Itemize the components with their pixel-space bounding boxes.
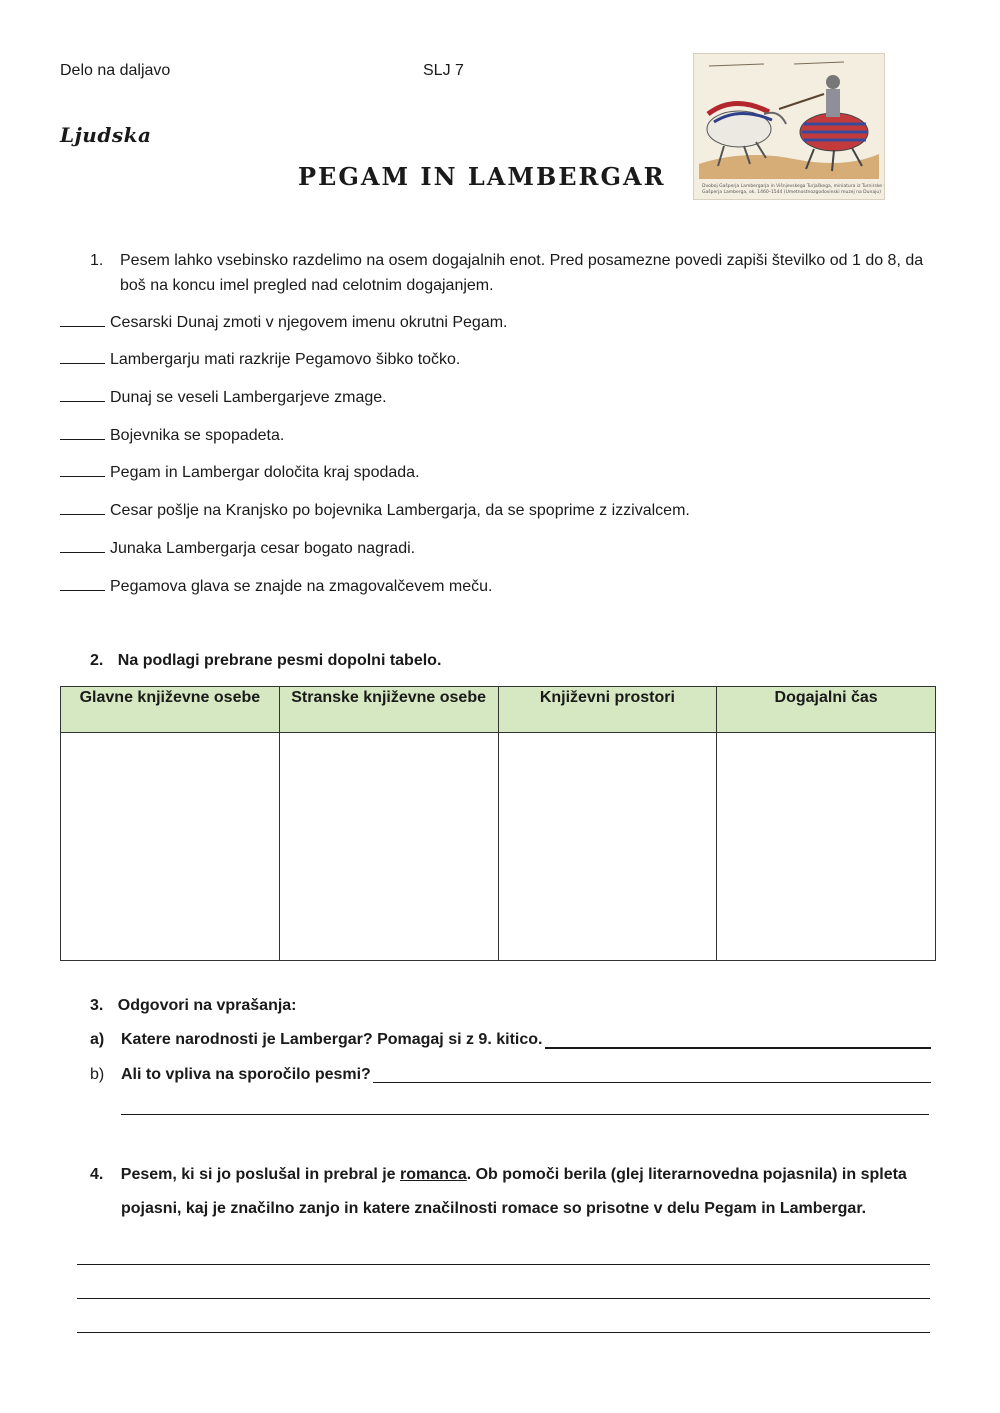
question-1-number: 1.	[90, 252, 104, 269]
answer-blank[interactable]	[60, 312, 105, 327]
knights-illustration-image	[694, 54, 884, 199]
list-item: Junaka Lambergarja cesar bogato nagradi.	[60, 538, 415, 558]
question-3a-text: Katere narodnosti je Lambergar? Pomagaj si z 9. kitico.	[121, 1031, 543, 1048]
answer-line-4-1[interactable]	[77, 1264, 930, 1265]
question-3-number: 3.	[90, 997, 104, 1014]
list-item: Cesar pošlje na Kranjsko po bojevnika Lambergarja, da se spoprime z izzivalcem.	[60, 500, 690, 520]
question-2	[90, 652, 441, 670]
list-item: Cesarski Dunaj zmoti v njegovem imenu okrutni Pegam.	[60, 312, 508, 332]
answer-line-4-2[interactable]	[77, 1298, 930, 1299]
question-3	[90, 997, 297, 1015]
answer-blank[interactable]	[60, 349, 105, 364]
question-2-number: 2.	[90, 652, 104, 669]
column-header-side-characters: Stranske književne osebe	[279, 687, 498, 733]
question-3b-label: b)	[90, 1066, 105, 1083]
column-header-main-characters: Glavne književne osebe	[61, 687, 280, 733]
page-title: PEGAM IN LAMBERGAR	[298, 162, 666, 191]
genre-label: Ljudska	[60, 123, 152, 147]
question-4-number: 4.	[90, 1166, 104, 1183]
table-header-row	[61, 687, 936, 733]
list-item: Lambergarju mati razkrije Pegamovo šibko točko.	[60, 349, 460, 369]
answer-blank[interactable]	[60, 538, 105, 553]
question-4-line2: pojasni, kaj je značilno zanjo in katere značilnosti romace so prisotne v delu Pegam in Lambergar.	[121, 1200, 867, 1217]
header-left: Delo na daljavo	[60, 62, 171, 79]
table-cell-main-characters[interactable]	[61, 733, 280, 961]
table-cell-side-characters[interactable]	[279, 733, 498, 961]
svg-text:Dvoboj Gašperja Lambergarja in: Dvoboj Gašperja Lambergarja in Višnjevskega Turjaškega, miniatura iz Turnirske knjige	[702, 184, 884, 189]
question-1-text: Pesem lahko vsebinsko razdelimo na osem dogajalnih enot. Pred posamezne povedi zapiši številko od 1 do 8, da boš na koncu imel pregled nad celotnim dogajanjem.	[120, 252, 924, 294]
illustration	[693, 53, 885, 200]
table-cell-time[interactable]	[717, 733, 936, 961]
question-2-text: Na podlagi prebrane pesmi dopolni tabelo.	[117, 652, 442, 669]
answer-table	[60, 686, 936, 961]
keyword-romanca: romanca	[400, 1166, 467, 1183]
list-item: Pegam in Lambergar določita kraj spodada.	[60, 462, 420, 482]
answer-line-3a[interactable]	[545, 1047, 931, 1049]
question-3b-text: Ali to vpliva na sporočilo pesmi?	[121, 1066, 371, 1083]
question-3-text: Odgovori na vprašanja:	[117, 997, 297, 1014]
svg-text:Gašperja Lamberga, ok. 1460–15: Gašperja Lamberga, ok. 1460–1544 (Umetnostnozgodovinski muzej na Dunaju)	[702, 190, 881, 195]
answer-blank[interactable]	[60, 387, 105, 402]
header-subject: SLJ 7	[423, 62, 464, 79]
table-row	[61, 733, 936, 961]
answer-line-4-3[interactable]	[77, 1332, 930, 1333]
answer-line-3b-2[interactable]	[121, 1114, 929, 1115]
question-3a-label: a)	[90, 1031, 105, 1048]
answer-line-3b[interactable]	[373, 1082, 931, 1083]
question-4: 4. Pesem, ki si jo poslušal in prebral je romanca. Ob pomoči berila (glej literarnovedna pojasnila) in spleta	[90, 1166, 907, 1183]
table-cell-places[interactable]	[498, 733, 717, 961]
question-1	[90, 248, 940, 298]
answer-blank[interactable]	[60, 462, 105, 477]
column-header-time: Dogajalni čas	[717, 687, 936, 733]
list-item: Bojevnika se spopadeta.	[60, 425, 284, 445]
list-item: Pegamova glava se znajde na zmagovalčevem meču.	[60, 576, 492, 596]
column-header-places: Književni prostori	[498, 687, 717, 733]
answer-blank[interactable]	[60, 500, 105, 515]
answer-blank[interactable]	[60, 425, 105, 440]
list-item: Dunaj se veseli Lambergarjeve zmage.	[60, 387, 387, 407]
answer-blank[interactable]	[60, 576, 105, 591]
